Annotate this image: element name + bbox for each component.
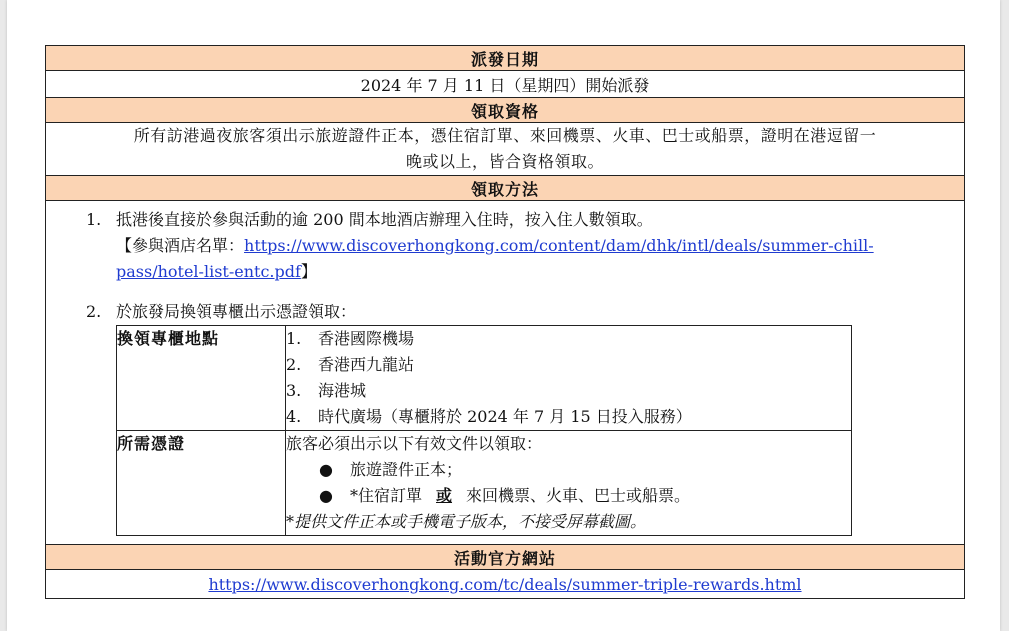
method-header: 領取方法	[46, 176, 965, 201]
step-2-text: 於旅發局換領專櫃出示憑證領取：	[116, 302, 357, 321]
distribution-date: 2024 年 7 月 11 日（星期四）開始派發	[46, 71, 965, 98]
eligibility-text	[46, 123, 965, 176]
location-item: 4. 時代廣場（專櫃將於 2024 年 7 月 15 日投入服務）	[286, 407, 692, 426]
location-item: 3. 海港城	[286, 381, 367, 400]
website-link[interactable]: https://www.discoverhongkong.com/tc/deals/summer-triple-rewards.html	[208, 574, 802, 594]
hotel-list-link-part1[interactable]: https://www.discoverhongkong.com/content/dam/dhk/intl/deals/summer-chill-	[244, 236, 874, 255]
location-item: 1. 香港國際機場	[286, 329, 415, 348]
eligibility-header: 領取資格	[46, 98, 965, 123]
bullet-icon: ●	[319, 486, 333, 505]
step-2-number: 2.	[86, 302, 102, 321]
location-label: 換領專櫃地點	[117, 326, 286, 431]
docs-label: 所需憑證	[117, 431, 286, 536]
document-page	[7, 0, 1000, 631]
hotel-list-prefix: 【參與酒店名單：	[116, 236, 245, 255]
bullet-icon: ●	[319, 460, 333, 479]
docs-note: *提供文件正本或手機電子版本，不接受屏幕截圖。	[286, 512, 647, 531]
doc-item: ● 旅遊證件正本；	[286, 457, 851, 483]
docs-intro: 旅客必須出示以下有效文件以領取：	[286, 434, 543, 453]
location-item: 2. 香港西九龍站	[286, 355, 415, 374]
method-section	[46, 201, 965, 545]
step-1	[86, 207, 653, 233]
hotel-list-suffix: 】	[300, 262, 317, 281]
location-list	[286, 326, 852, 431]
step-1-number: 1.	[86, 210, 102, 229]
docs-list	[286, 431, 852, 536]
step-1-text: 抵港後直接於參與活動的逾 200 間本地酒店辦理入住時，按入住人數領取。	[116, 210, 653, 229]
info-table	[45, 45, 965, 599]
hotel-list-link-part2[interactable]: pass/hotel-list-entc.pdf	[116, 262, 301, 281]
website-header: 活動官方網站	[46, 545, 965, 570]
hotel-list-line-2	[116, 259, 317, 285]
doc-item: ● *住宿訂單 或 來回機票、火車、巴士或船票。	[286, 483, 851, 509]
counter-table	[116, 325, 852, 536]
hotel-list-line	[116, 233, 874, 259]
eligibility-line-1: 所有訪港過夜旅客須出示旅遊證件正本，憑住宿訂單、來回機票、火車、巴士或船票，證明在港逗留一	[133, 126, 877, 145]
or-word: 或	[436, 486, 453, 505]
eligibility-line-2: 晚或以上，皆合資格領取。	[405, 152, 604, 171]
distribution-date-header: 派發日期	[46, 46, 965, 71]
step-2	[86, 299, 356, 325]
website-row	[46, 570, 965, 599]
